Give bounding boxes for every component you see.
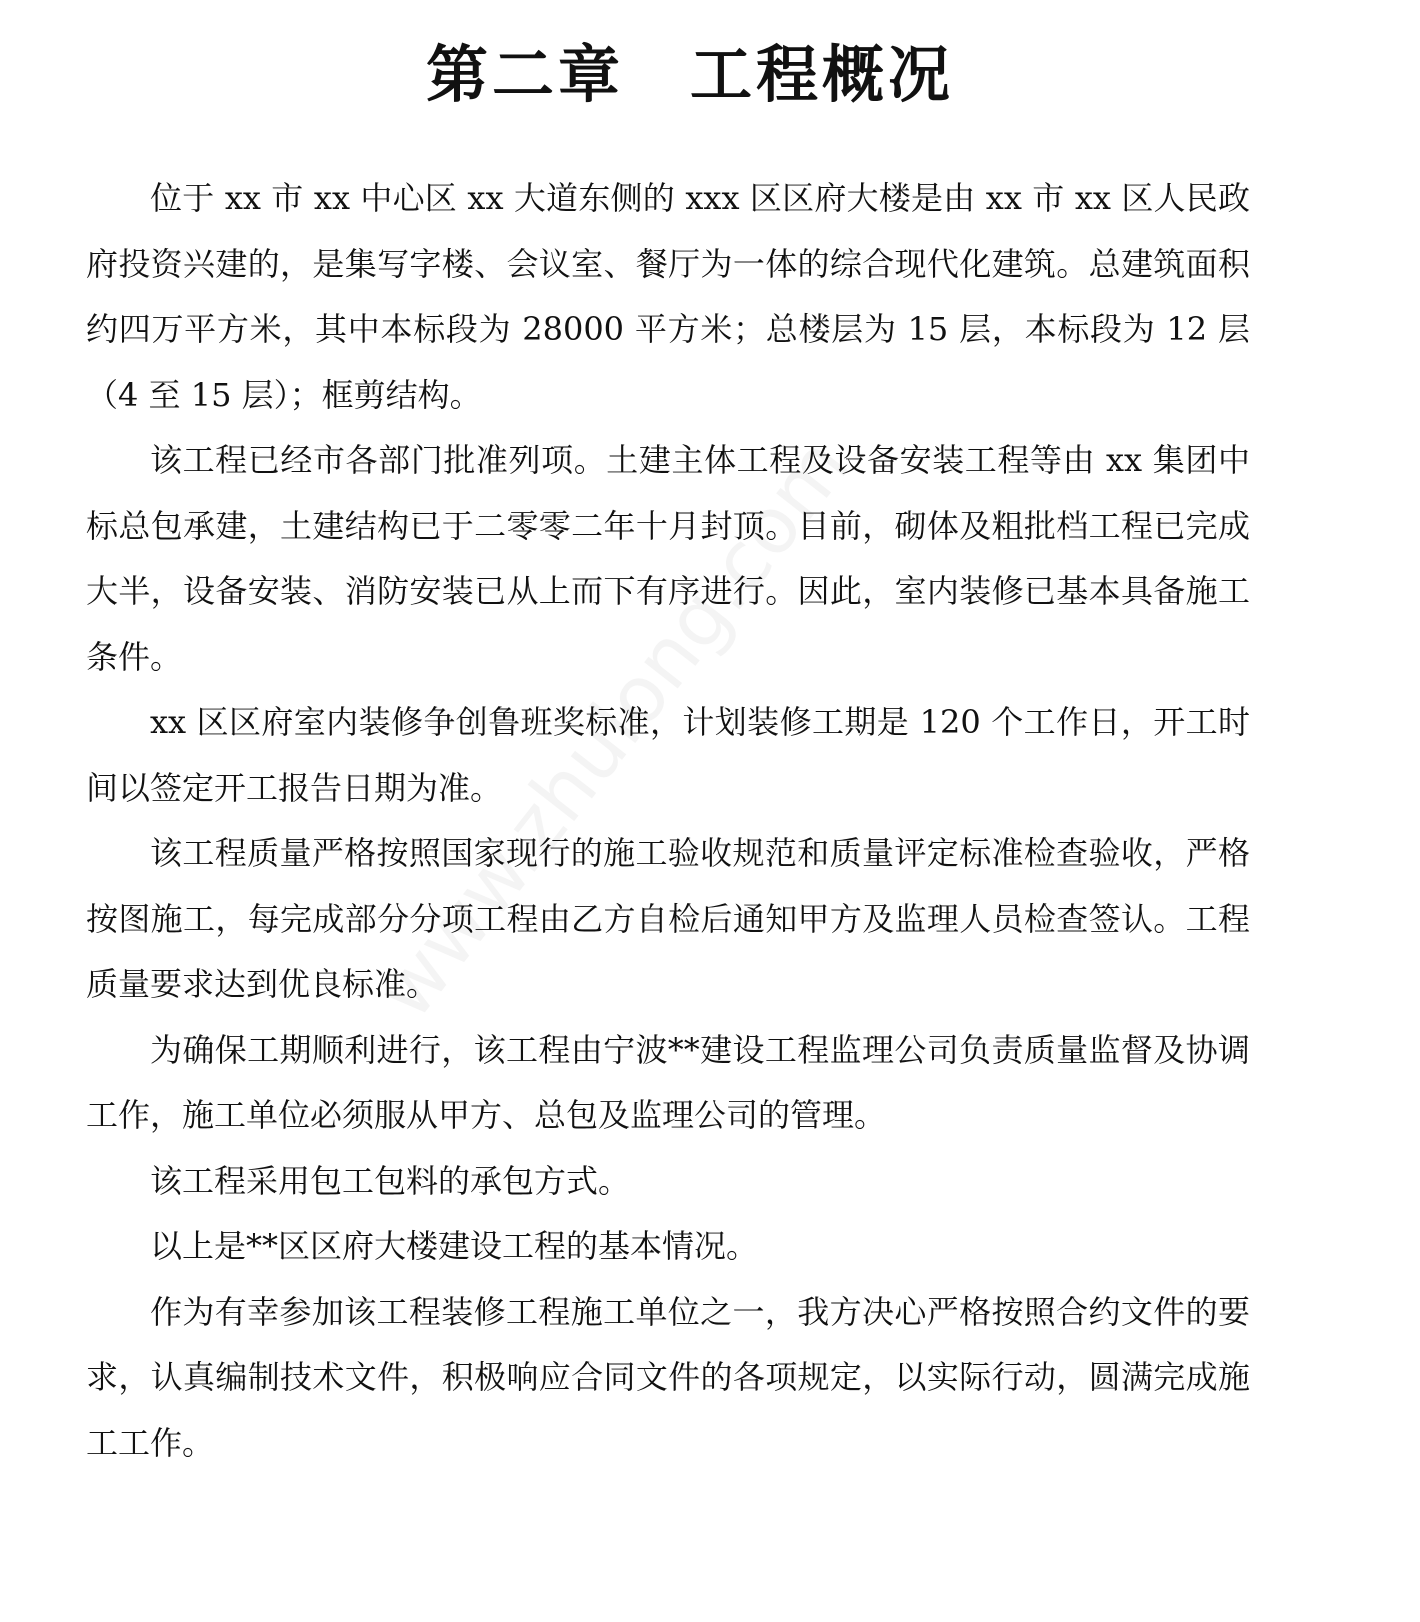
paragraph-schedule: xx 区区府室内装修争创鲁班奖标准，计划装修工期是 120 个工作日，开工时间以签定开工报告日期为准。 (86, 703, 1250, 807)
paragraph-approval-status: 该工程已经市各部门批准列项。土建主体工程及设备安装工程等由 xx 集团中标总包承建，土建结构已于二零零二年十月封顶。目前，砌体及粗批档工程已完成大半，设备安装、消防安装已从上而下有序进行。因此，室内装修已基本具备施工条件。 (86, 441, 1250, 676)
paragraph-commitment: 作为有幸参加该工程装修工程施工单位之一，我方决心严格按照合约文件的要求，认真编制技术文件，积极响应合同文件的各项规定，以实际行动，圆满完成施工工作。 (86, 1292, 1250, 1462)
paragraph-quality-standard: 该工程质量严格按照国家现行的施工验收规范和质量评定标准检查验收，严格按图施工，每完成部分分项工程由乙方自检后通知甲方及监理人员检查签认。工程质量要求达到优良标准。 (86, 834, 1250, 1003)
paragraph-supervision: 为确保工期顺利进行，该工程由宁波**建设工程监理公司负责质量监督及协调工作，施工单位必须服从甲方、总包及监理公司的管理。 (86, 1030, 1250, 1134)
paragraph-contract-mode: 该工程采用包工包料的承包方式。 (150, 1161, 631, 1200)
chapter-title: 第二章 工程概况 (425, 38, 954, 111)
document-body (86, 166, 1250, 1476)
paragraph-summary: 以上是**区区府大楼建设工程的基本情况。 (150, 1227, 759, 1265)
paragraph-project-location: 位于 xx 市 xx 中心区 xx 大道东侧的 xxx 区区府大楼是由 xx 市 xx 区人民政府投资兴建的，是集写字楼、会议室、餐厅为一体的综合现代化建筑。总建筑面积约四万平方米，其中本标段为 28000 平方米；总楼层为 15 层，本标段为 12 层（4 至 15 层）；框剪结构。 (86, 179, 1250, 414)
